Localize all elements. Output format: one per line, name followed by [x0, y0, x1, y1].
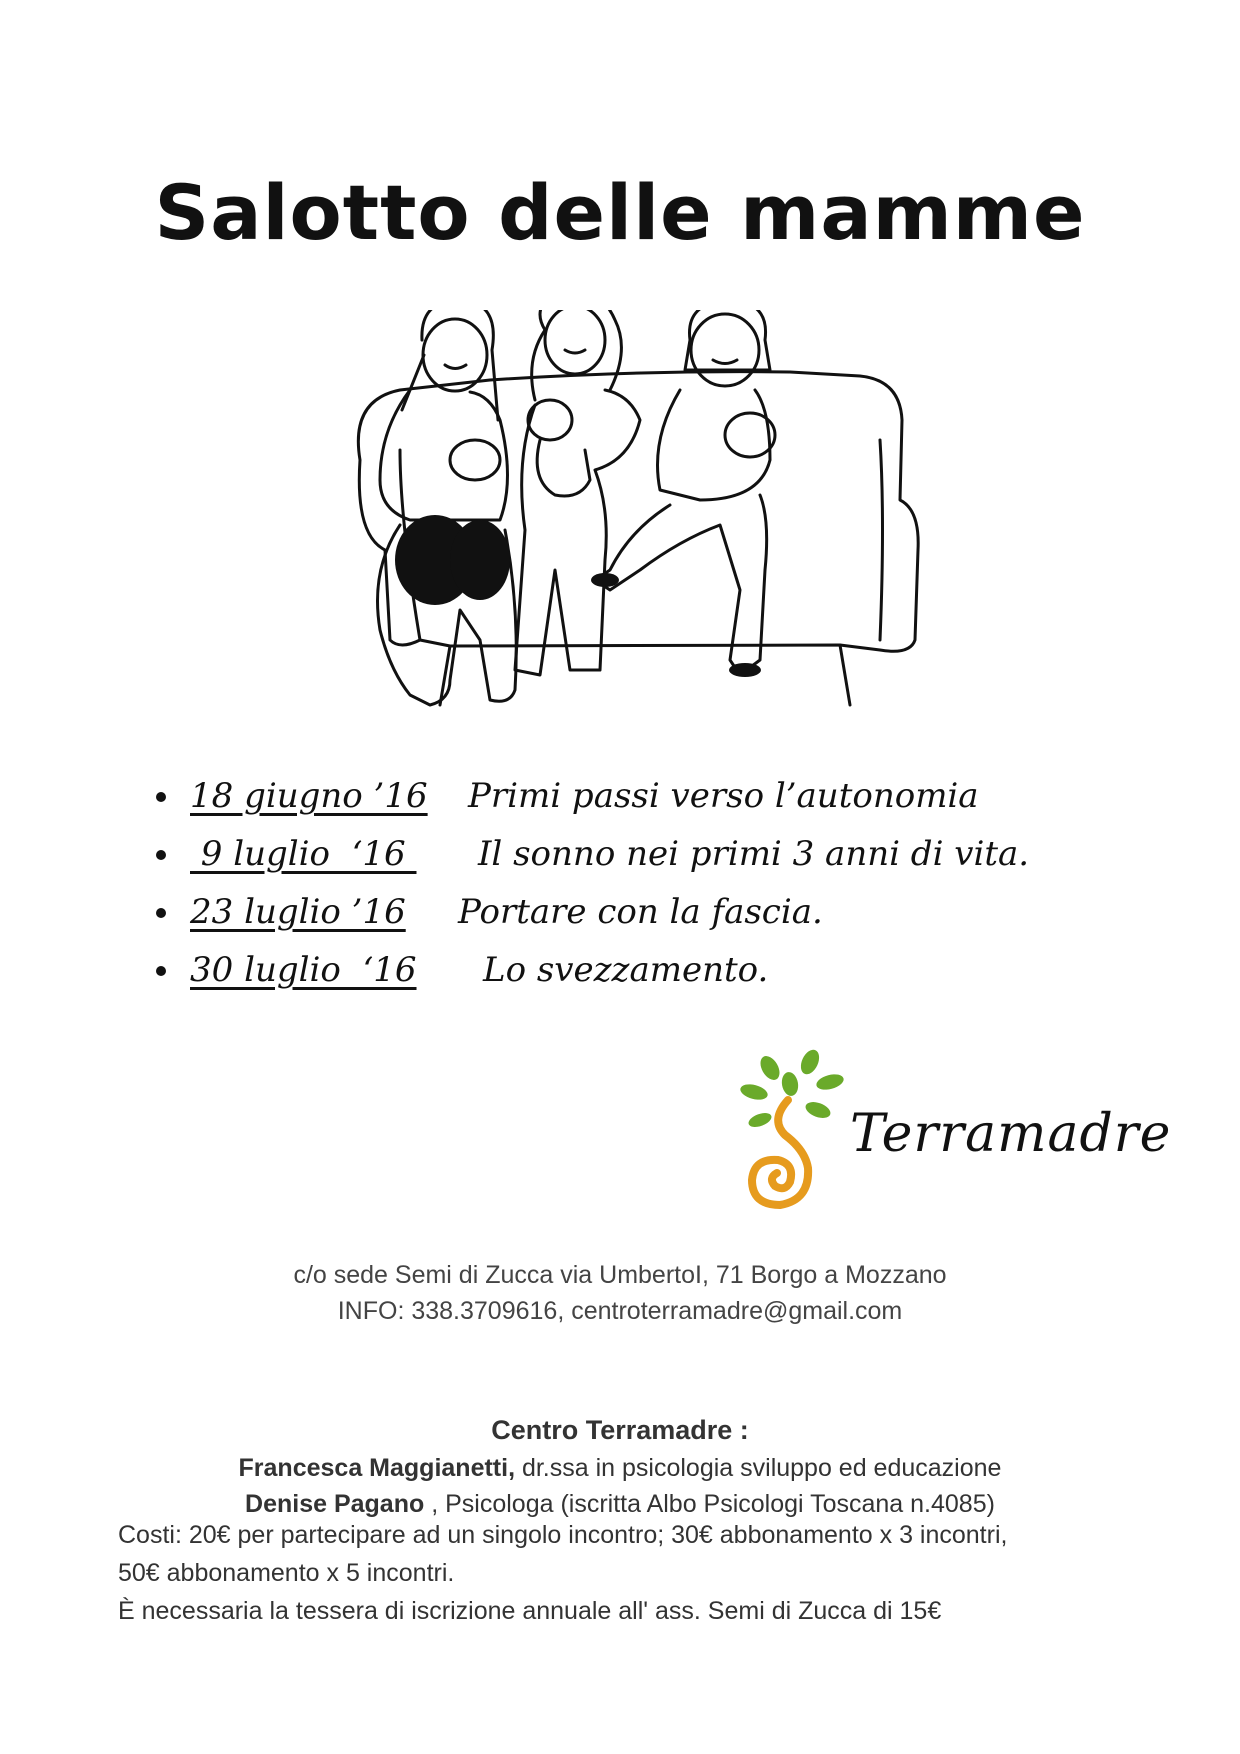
list-item [150, 830, 1100, 888]
bullet-icon [156, 966, 166, 976]
venue-info [0, 1257, 1240, 1329]
staff-role: dr.ssa in psicologia sviluppo ed educazione [515, 1454, 1002, 1482]
logo-name: Terramadre [850, 1104, 1172, 1164]
center-info [0, 1410, 1240, 1522]
staff-name: Denise Pagano [245, 1490, 425, 1518]
costs-info [118, 1516, 1138, 1630]
center-title: Centro Terramadre : [491, 1415, 749, 1445]
staff-line [0, 1450, 1240, 1486]
event-topic: Portare con la fascia. [458, 892, 823, 932]
list-item [150, 946, 1100, 1004]
staff-role: , Psicologa (iscritta Albo Psicologi Toscana n.4085) [424, 1490, 995, 1518]
three-mothers-on-sofa-drawing-icon [340, 310, 930, 710]
terramadre-logo [730, 1040, 1172, 1220]
list-item [150, 888, 1100, 946]
venue-contact: INFO: 338.3709616, centroterramadre@gmail.com [337, 1297, 903, 1325]
event-date: 23 luglio ’16 [190, 892, 406, 932]
venue-address: c/o sede Semi di Zucca via UmbertoI, 71 Borgo a Mozzano [293, 1261, 947, 1289]
sprout-spiral-icon [730, 1040, 850, 1220]
bullet-icon [156, 850, 166, 860]
event-date: 18 giugno ’16 [190, 776, 428, 816]
event-topic: Lo svezzamento. [483, 950, 769, 990]
bullet-icon [156, 908, 166, 918]
event-topic: Primi passi verso l’autonomia [468, 776, 979, 816]
costs-line: 50€ abbonamento x 5 incontri. [118, 1559, 455, 1587]
event-topic: Il sonno nei primi 3 anni di vita. [478, 834, 1030, 874]
event-date: 9 luglio ‘16 [190, 834, 417, 874]
staff-name: Francesca Maggianetti, [238, 1454, 516, 1482]
bullet-icon [156, 792, 166, 802]
membership-note: È necessaria la tessera di iscrizione annuale all' ass. Semi di Zucca di 15€ [118, 1597, 942, 1625]
list-item [150, 772, 1100, 830]
flyer-title: Salotto delle mamme [154, 168, 1086, 257]
costs-line: Costi: 20€ per partecipare ad un singolo incontro; 30€ abbonamento x 3 incontri, [118, 1521, 1008, 1549]
event-list [150, 772, 1100, 1004]
event-date: 30 luglio ‘16 [190, 950, 417, 990]
